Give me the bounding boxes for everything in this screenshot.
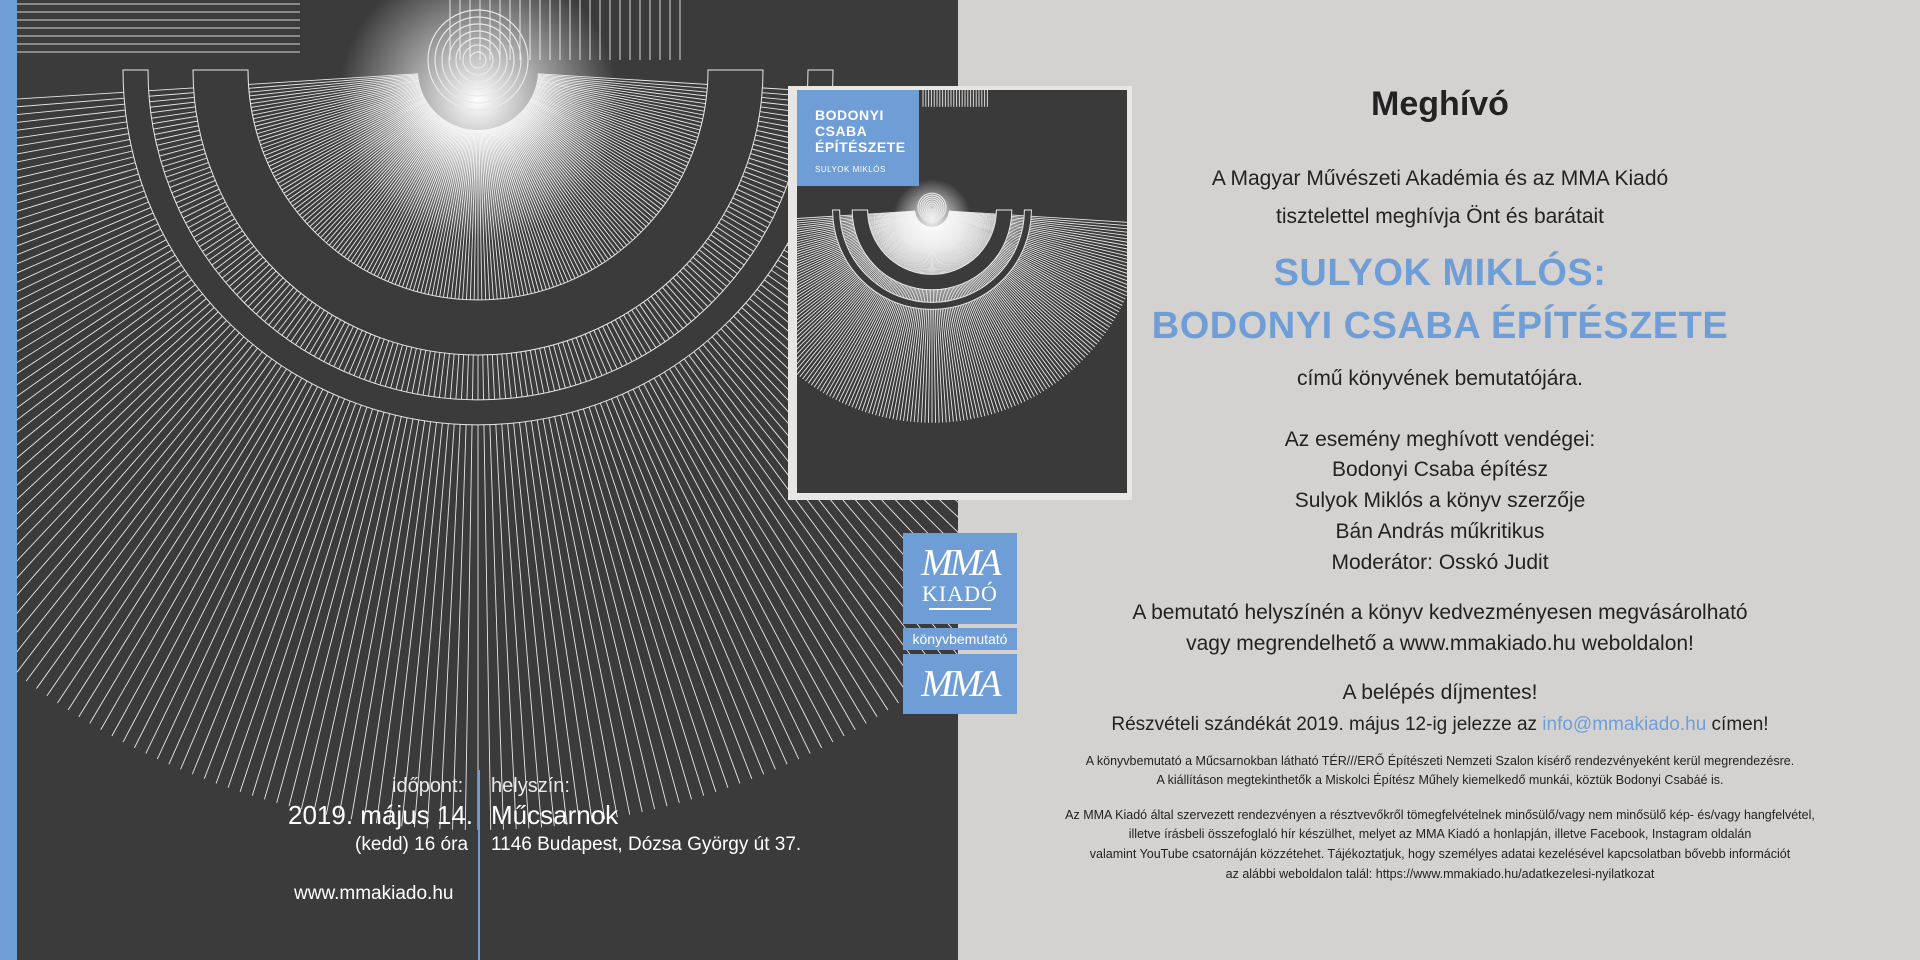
intro-line-2: tisztelettel meghívja Önt és barátait [1276, 205, 1604, 228]
note-line-2: A kiállításon megtekinthetők a Miskolci Építész Műhely kiemelkedő munkái, köztük Bodonyi Csabáé is. [1156, 773, 1724, 787]
guests-heading: Az esemény meghívott vendégei: [1284, 428, 1596, 451]
privacy-line-1: Az MMA Kiadó által szervezett rendezvényen a résztvevőkről tömegfelvételnek minősülő/vagy nem minősülő kép- és/vagy hangfelvétel, [1065, 808, 1815, 822]
guest-2: Sulyok Miklós a könyv szerzője [1294, 489, 1586, 512]
privacy-line-3: valamint YouTube csatornáján közzétehet. Tájékoztatjuk, hogy személyes adatai kezelésével kapcsolatban bővebb információt [1089, 847, 1791, 861]
place-label: helyszín: [491, 775, 570, 797]
mma-kiado-logo [903, 533, 1017, 624]
note-line-1: A könyvbemutató a Műcsarnokban látható TÉR///ERŐ Építészeti Nemzeti Szalon kísérő rendezvényeként kerül megrendezésre. [1085, 754, 1795, 768]
cover-title-line-3: ÉPÍTÉSZETE [815, 139, 906, 155]
purchase-line-1: A bemutató helyszínén a könyv kedvezményesen megvásárolható [1132, 601, 1748, 624]
website-link[interactable]: www.mmakiado.hu [294, 883, 454, 904]
venue-name: Műcsarnok [491, 800, 619, 830]
cover-title-line-1: BODONYI [815, 107, 884, 123]
venue-address: 1146 Budapest, Dózsa György út 37. [491, 834, 802, 855]
accent-bar [0, 0, 17, 960]
guest-1: Bodonyi Csaba építész [1332, 458, 1548, 481]
privacy-line-4: az alábbi weboldalon talál: https://www.mmakiado.hu/adatkezelesi-nyilatkozat [1225, 867, 1655, 881]
mma-kiado-logo-mark: MMA [921, 542, 999, 584]
privacy-line-2: illetve írásbeli összefoglaló hír készülhet, melyet az MMA Kiadó a honlapján, illetve Facebook, Instagram oldalán [1128, 827, 1752, 841]
mma-kiado-logo-sub: KIADÓ [922, 581, 998, 606]
mma-logo-mark: MMA [921, 663, 999, 705]
rsvp-email-link[interactable]: info@mmakiado.hu [1542, 714, 1707, 735]
info-divider [478, 770, 480, 960]
free-entry: A belépés díjmentes! [1342, 681, 1538, 704]
book-launch-tag: könyvbemutató [903, 628, 1017, 650]
purchase-line-2: vagy megrendelhető a www.mmakiado.hu weboldalon! [1186, 632, 1694, 655]
cover-title-box [797, 90, 919, 186]
rsvp-line [1040, 714, 1840, 736]
rsvp-text-pre: Részvételi szándékát 2019. május 12-ig jelezze az [1111, 714, 1543, 735]
mma-logo [903, 654, 1017, 714]
date-label: időpont: [392, 775, 464, 797]
cover-author: SULYOK MIKLÓS [815, 165, 886, 174]
intro-line-1: A Magyar Művészeti Akadémia és az MMA Kiadó [1211, 167, 1669, 190]
logo-underline [929, 608, 991, 610]
event-date: 2019. május 14. [288, 800, 474, 830]
guest-3: Bán András műkritikus [1335, 520, 1545, 543]
invitation-text [1040, 0, 1840, 960]
invitation-heading: Meghívó [1371, 85, 1509, 123]
book-subtitle: című könyvének bemutatójára. [1297, 367, 1583, 390]
event-time: (kedd) 16 óra [355, 834, 469, 855]
cover-title-line-2: CSABA [815, 123, 868, 139]
rsvp-text-post: címen! [1706, 714, 1769, 735]
guest-4: Moderátor: Osskó Judit [1331, 551, 1549, 574]
book-title-line-1: SULYOK MIKLÓS: [1273, 252, 1607, 294]
book-title-line-2: BODONYI CSABA ÉPÍTÉSZETE [1151, 305, 1729, 347]
